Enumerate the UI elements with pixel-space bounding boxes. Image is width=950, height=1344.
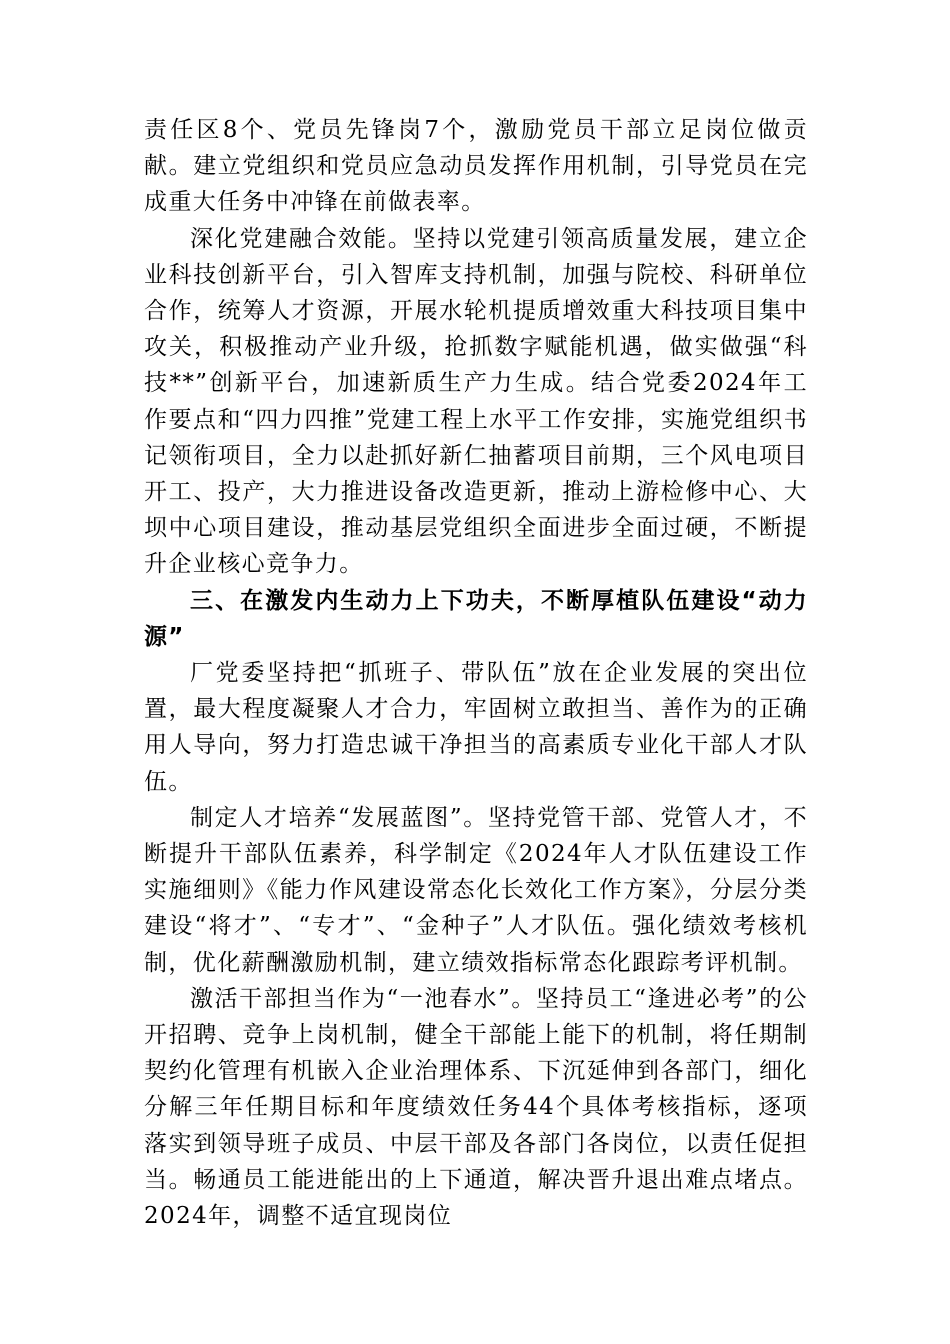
paragraph-party-integration: 深化党建融合效能。坚持以党建引领高质量发展，建立企业科技创新平台，引入智库支持机制，加强与院校、科研单位合作，统筹人才资源，开展水轮机提质增效重大科技项目集中攻关，积极推动产业升级，抢抓数字赋能机遇，做实做强“科技**”创新平台，加速新质生产力生成。结合党委2024年工作要点和“四力四推”党建工程上水平工作安排，实施党组织书记领衔项目，全力以赴抓好新仁抽蓄项目前期，三个风电项目开工、投产，大力推进设备改造更新，推动上游检修中心、大坝中心项目建设，推动基层党组织全面进步全面过硬，不断提升企业核心竞争力。 [144, 225, 808, 578]
document-body [144, 112, 808, 1234]
paragraph-continuation: 责任区8个、党员先锋岗7个，激励党员干部立足岗位做贡献。建立党组织和党员应急动员发挥作用机制，引导党员在完成重大任务中冲锋在前做表率。 [144, 117, 808, 216]
paragraph-team-building-intro: 厂党委坚持把“抓班子、带队伍”放在企业发展的突出位置，最大程度凝聚人才合力，牢固树立敢担当、善作为的正确用人导向，努力打造忠诚干净担当的高素质专业化干部人才队伍。 [144, 660, 808, 795]
paragraph-talent-blueprint: 制定人才培养“发展蓝图”。坚持党管干部、党管人才，不断提升干部队伍素养，科学制定《2024年人才队伍建设工作实施细则》《能力作风建设常态化长效化工作方案》，分层分类建设“将才”、“专才”、“金种子”人才队伍。强化绩效考核机制，优化薪酬激励机制，建立绩效指标常态化跟踪考评机制。 [144, 804, 808, 976]
section-heading-3: 三、在激发内生动力上下功夫，不断厚植队伍建设“动力源” [144, 587, 808, 650]
paragraph-cadre-activation: 激活干部担当作为“一池春水”。坚持员工“逢进必考”的公开招聘、竞争上岗机制，健全干部能上能下的机制，将任期制契约化管理有机嵌入企业治理体系、下沉延伸到各部门，细化分解三年任期目标和年度绩效任务44个具体考核指标，逐项落实到领导班子成员、中层干部及各部门各岗位，以责任促担当。畅通员工能进能出的上下通道，解决晋升退出难点堵点。2024年，调整不适宜现岗位 [144, 985, 808, 1230]
